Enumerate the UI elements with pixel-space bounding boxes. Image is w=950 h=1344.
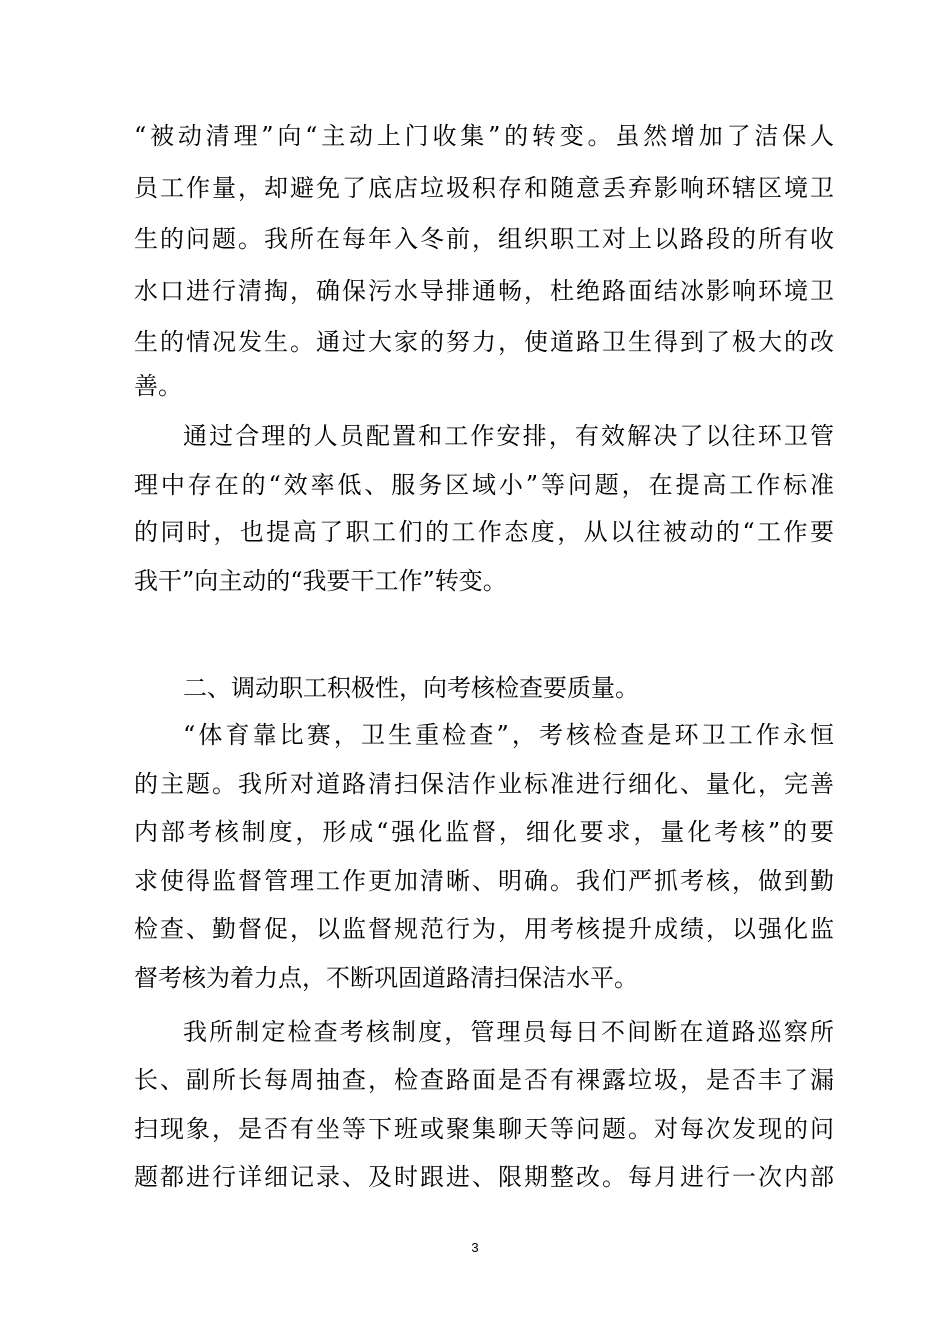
text-line: “被动清理”向“主动上门收集”的转变。虽然增加了洁保人 (134, 122, 834, 150)
text-line: 求使得监督管理工作更加清晰、明确。我们严抓考核，做到勤 (134, 867, 834, 895)
text-line: 长、副所长每周抽查，检查路面是否有裸露垃圾，是否丰了漏 (134, 1066, 834, 1094)
text-line: 内部考核制度，形成“强化监督，细化要求，量化考核”的要 (134, 818, 834, 846)
text-line: 员工作量，却避免了底店垃圾积存和随意丢弃影响环辖区境卫 (134, 174, 834, 202)
text-line: “体育靠比赛，卫生重检查”，考核检查是环卫工作永恒 (183, 721, 834, 749)
text-line: 通过合理的人员配置和工作安排，有效解决了以往环卫管 (183, 422, 834, 450)
text-line: 督考核为着力点，不断巩固道路清扫保洁水平。 (134, 964, 638, 992)
text-line: 我所制定检查考核制度，管理员每日不间断在道路巡察所 (183, 1018, 834, 1046)
text-line: 的主题。我所对道路清扫保洁作业标准进行细化、量化，完善 (134, 770, 834, 798)
section-heading: 二、调动职工积极性，向考核检查要质量。 (183, 674, 639, 702)
page-number: 3 (471, 1240, 479, 1255)
text-line: 的同时，也提高了职工们的工作态度，从以往被动的“工作要 (134, 518, 834, 546)
text-line: 题都进行详细记录、及时跟进、限期整改。每月进行一次内部 (134, 1163, 834, 1191)
text-line: 理中存在的“效率低、服务区域小”等问题，在提高工作标准 (134, 471, 834, 499)
text-line: 扫现象，是否有坐等下班或聚集聊天等问题。对每次发现的问 (134, 1115, 834, 1143)
text-line: 生的问题。我所在每年入冬前，组织职工对上以路段的所有收 (134, 225, 834, 253)
text-line: 水口进行清掏，确保污水导排通畅，杜绝路面结冰影响环境卫 (134, 277, 834, 305)
text-line: 我干”向主动的“我要干工作”转变。 (134, 567, 507, 595)
text-line: 检查、勤督促，以监督规范行为，用考核提升成绩，以强化监 (134, 915, 834, 943)
text-line: 善。 (134, 372, 182, 400)
text-line: 生的情况发生。通过大家的努力，使道路卫生得到了极大的改 (134, 328, 834, 356)
